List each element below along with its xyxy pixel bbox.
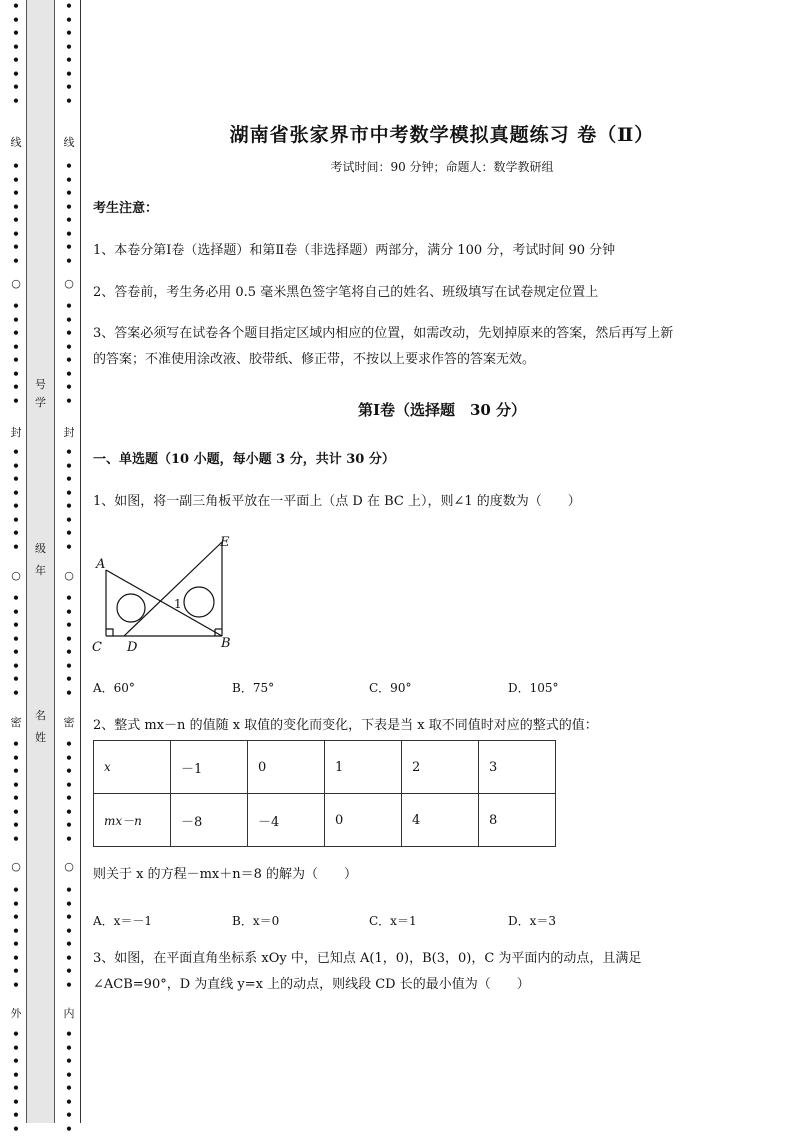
question-1-text: 1、如图，将一副三角板平放在一平面上（点 D 在 BC 上），则∠1 的度数为（ ） <box>93 494 581 509</box>
section-title: 第Ⅰ卷（选择题 30 分） <box>357 401 527 419</box>
outer-dot-column <box>10 0 22 1136</box>
info-band <box>26 0 55 1123</box>
dot-line: • • • • • • • • <box>65 445 73 554</box>
table-cell: 0 <box>248 741 325 794</box>
table-cell: 2 <box>402 741 479 794</box>
question-2-text: 2、整式 mx－n 的值随 x 取值的变化而变化，下表是当 x 取不同值时对应的整式的值： <box>93 718 598 733</box>
circle-mark: ○ <box>11 569 21 582</box>
table-cell: 8 <box>479 794 556 847</box>
mark-wai: 外 <box>10 1007 22 1020</box>
band-label-ming: 名 <box>35 709 46 722</box>
dot-line: • • • • • • • • <box>12 445 20 554</box>
circle-mark: ○ <box>64 569 74 582</box>
notice-item: 3、答案必须写在试卷各个题目指定区域内相应的位置，如需改动，先划掉原来的答案，然后再写上新 <box>93 326 674 341</box>
inner-dot-column <box>63 0 75 1136</box>
option-c[interactable]: C．x＝1 <box>369 914 417 928</box>
dot-line: • • • • • • • • <box>65 591 73 700</box>
dot-line: • • • • • • • • <box>12 299 20 408</box>
table-cell: x <box>94 741 171 794</box>
exam-subtitle: 考试时间：90 分钟；命题人：数学教研组 <box>330 160 554 174</box>
table-cell: －1 <box>171 741 248 794</box>
band-label-xue: 学 <box>35 396 46 409</box>
band-label-xing: 姓 <box>35 731 46 744</box>
mark-xian: 线 <box>63 136 75 149</box>
dot-line: • • • • • • • • <box>65 883 73 992</box>
dot-line: • • • • • • • • <box>65 737 73 846</box>
circle-mark: ○ <box>11 860 21 873</box>
option-b[interactable]: B．75° <box>232 681 275 695</box>
circle-mark: ○ <box>11 277 21 290</box>
triangle-figure <box>90 530 250 660</box>
part-title: 一、单选题（10 小题，每小题 3 分，共计 30 分） <box>93 452 395 467</box>
table-cell: 0 <box>325 794 402 847</box>
option-d[interactable]: D．105° <box>508 681 559 695</box>
dot-line: • • • • • • • • <box>65 299 73 408</box>
dot-line: • • • • • • • • <box>12 0 20 108</box>
question-2-prompt: 则关于 x 的方程－mx＋n＝8 的解为（ ） <box>93 867 358 882</box>
dot-line: • • • • • • • • <box>12 159 20 268</box>
label-angle-1: 1 <box>174 597 182 611</box>
label-a: A <box>96 557 106 572</box>
label-e: E <box>220 535 230 550</box>
band-label-ji: 级 <box>35 542 46 555</box>
dot-line: • • • • • • • • <box>12 1027 20 1136</box>
dot-line: • • • • • • • • <box>65 1027 73 1136</box>
mark-mi: 密 <box>63 716 75 729</box>
label-c: C <box>92 640 102 655</box>
page-title: 湖南省张家界市中考数学模拟真题练习 卷（Ⅱ） <box>229 124 655 146</box>
notice-item: 2、答卷前，考生务必用 0.5 毫米黑色签字笔将自己的姓名、班级填写在试卷规定位置上 <box>93 285 599 300</box>
circle-mark: ○ <box>64 860 74 873</box>
hole-left <box>117 594 145 622</box>
band-label-hao: 号 <box>35 378 46 391</box>
option-d[interactable]: D．x＝3 <box>508 914 557 928</box>
edge-ab <box>106 570 222 636</box>
band-label-nian: 年 <box>35 564 46 577</box>
table-cell: 4 <box>402 794 479 847</box>
mark-nei: 内 <box>63 1007 75 1020</box>
value-table <box>93 740 556 847</box>
option-a[interactable]: A．60° <box>93 681 135 695</box>
table-cell: 3 <box>479 741 556 794</box>
label-d: D <box>127 640 138 655</box>
question-3-line-1: 3、如图，在平面直角坐标系 xOy 中，已知点 A(1，0)，B(3，0)，C 为平面内的动点，且满足 <box>93 951 642 966</box>
binding-line <box>80 0 81 1123</box>
mark-mi: 密 <box>10 716 22 729</box>
dot-line: • • • • • • • • <box>12 737 20 846</box>
notice-heading: 考生注意： <box>93 201 159 216</box>
table-row <box>94 741 556 794</box>
hole-right <box>184 587 214 617</box>
question-3-line-2: ∠ACB=90°，D 为直线 y=x 上的动点，则线段 CD 长的最小值为（ ） <box>93 977 530 992</box>
circle-mark: ○ <box>64 277 74 290</box>
option-b[interactable]: B．x＝0 <box>232 914 280 928</box>
table-cell: 1 <box>325 741 402 794</box>
table-cell: －4 <box>248 794 325 847</box>
label-b: B <box>221 636 231 651</box>
option-c[interactable]: C．90° <box>369 681 412 695</box>
table-cell: －8 <box>171 794 248 847</box>
table-row <box>94 794 556 847</box>
table-cell: mx－n <box>94 794 171 847</box>
dot-line: • • • • • • • • <box>65 159 73 268</box>
notice-item: 1、本卷分第Ⅰ卷（选择题）和第Ⅱ卷（非选择题）两部分，满分 100 分，考试时间 90 分钟 <box>93 243 616 258</box>
mark-feng: 封 <box>10 426 22 439</box>
notice-item: 的答案；不准使用涂改液、胶带纸、修正带，不按以上要求作答的答案无效。 <box>93 352 536 367</box>
mark-feng: 封 <box>63 426 75 439</box>
right-angle-c <box>106 629 113 636</box>
dot-line: • • • • • • • • <box>12 883 20 992</box>
option-a[interactable]: A．x＝－1 <box>93 914 153 928</box>
dot-line: • • • • • • • • <box>65 0 73 108</box>
dot-line: • • • • • • • • <box>12 591 20 700</box>
mark-xian: 线 <box>10 136 22 149</box>
binding-strip <box>0 0 82 1136</box>
